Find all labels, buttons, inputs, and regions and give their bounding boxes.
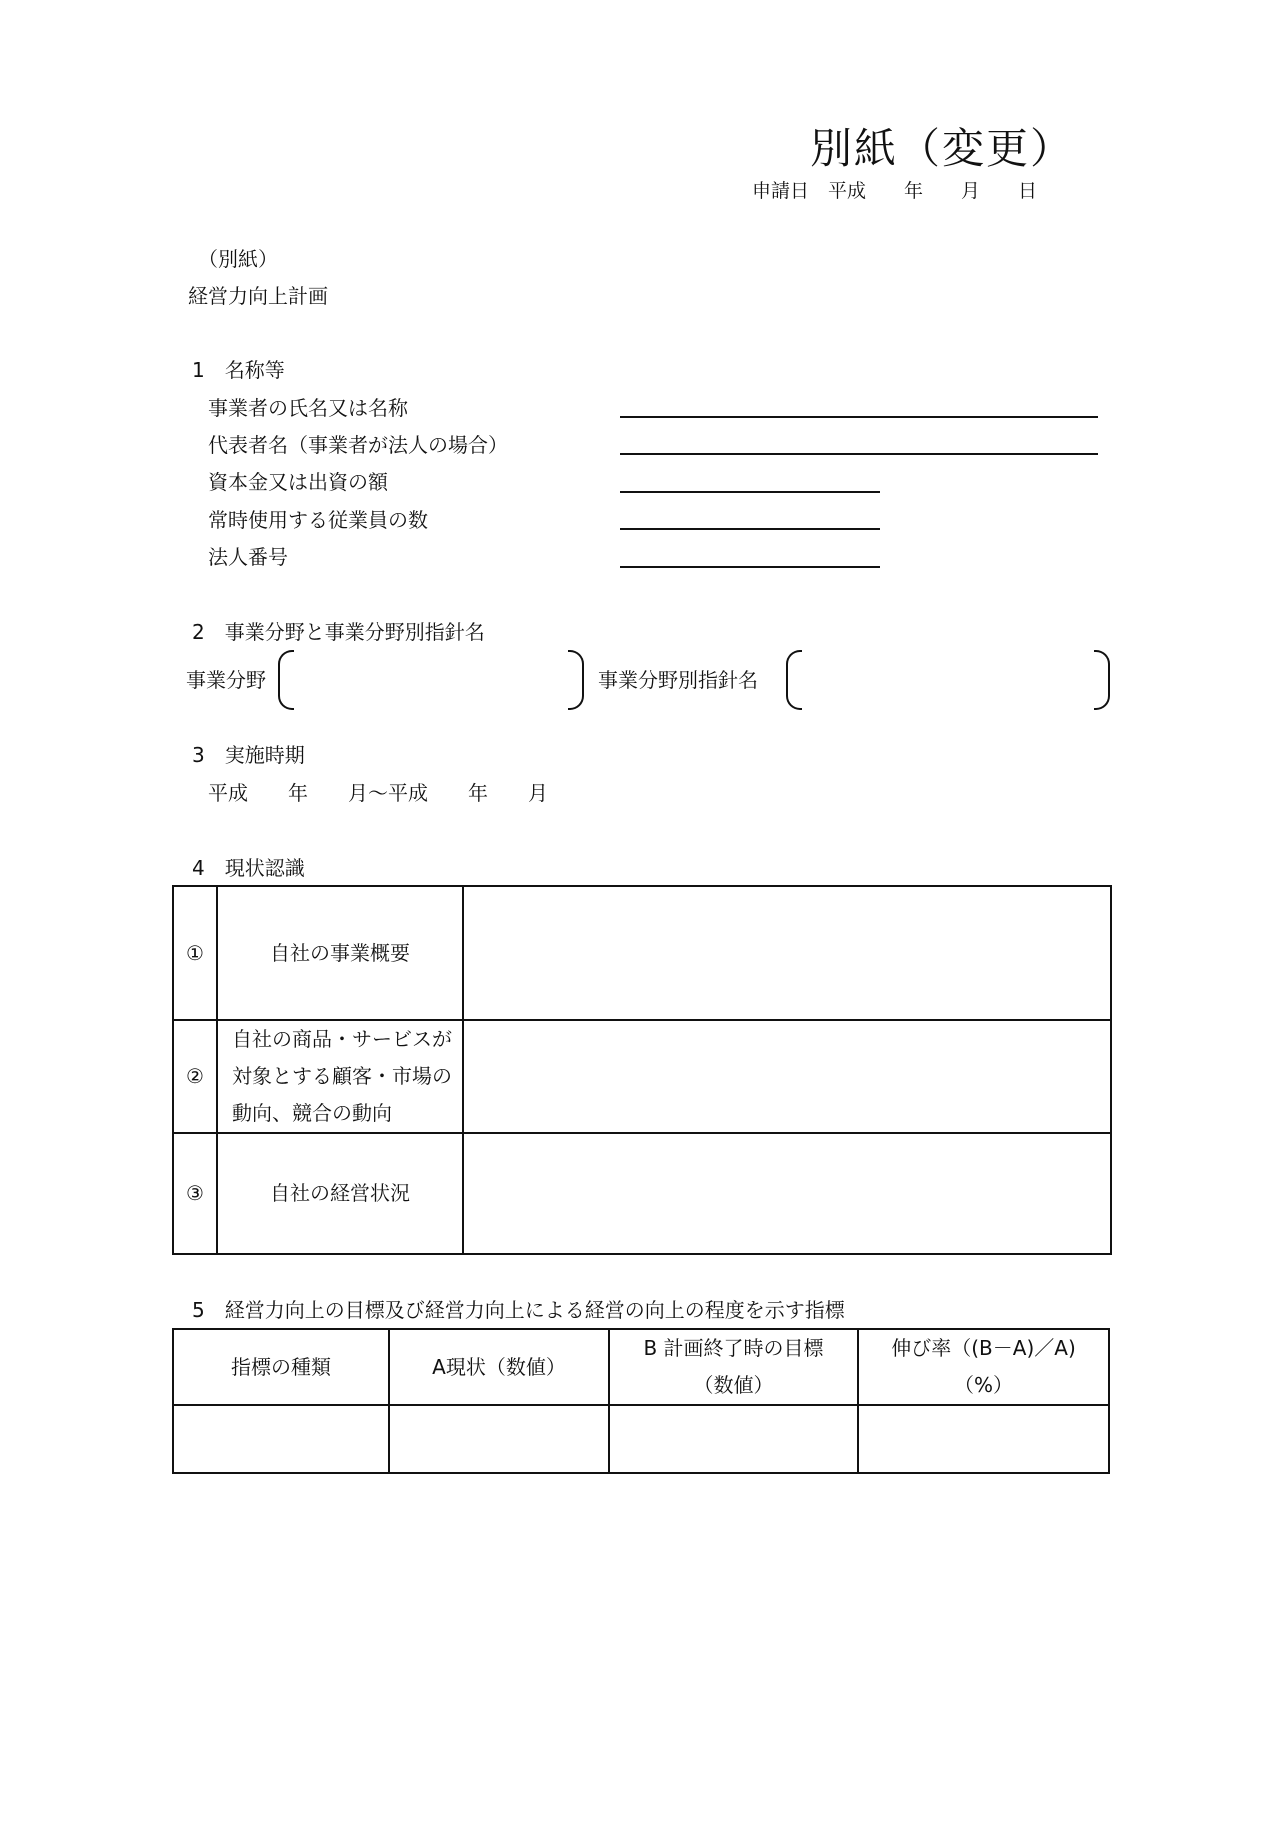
row-label: 自社の経営状況 (217, 1133, 463, 1254)
indicator-table (172, 1328, 1110, 1474)
table-row (173, 1405, 1109, 1473)
plan-title: 経営力向上計画 (188, 284, 328, 308)
business-field-open-bracket (278, 650, 294, 710)
table-row (173, 886, 1111, 1020)
field-capital-label: 資本金又は出資の額 (208, 470, 388, 494)
section-2-heading: 2 事業分野と事業分野別指針名 (192, 620, 485, 644)
growth-rate-cell[interactable] (858, 1405, 1109, 1473)
attachment-label: （別紙） (198, 247, 278, 271)
field-business-name-line[interactable] (620, 416, 1098, 418)
field-representative-line[interactable] (620, 453, 1098, 455)
row-label: 自社の事業概要 (217, 886, 463, 1020)
field-employees-line[interactable] (620, 528, 880, 530)
section-5-heading: 5 経営力向上の目標及び経営力向上による経営の向上の程度を示す指標 (192, 1298, 845, 1322)
field-business-name-label: 事業者の氏名又は名称 (208, 396, 408, 420)
implementation-period: 平成 年 月～平成 年 月 (208, 781, 548, 805)
application-date: 申請日 平成 年 月 日 (752, 180, 1038, 202)
guideline-name-label: 事業分野別指針名 (598, 668, 758, 692)
table-row (173, 1020, 1111, 1133)
row-value-cell[interactable] (463, 1020, 1111, 1133)
business-field-input[interactable] (296, 650, 568, 710)
target-value-cell[interactable] (609, 1405, 858, 1473)
guideline-name-input[interactable] (804, 650, 1094, 710)
business-field-label: 事業分野 (186, 668, 266, 692)
table-header-row (173, 1329, 1109, 1405)
row-value-cell[interactable] (463, 1133, 1111, 1254)
row-number: ③ (173, 1133, 217, 1254)
field-representative-label: 代表者名（事業者が法人の場合） (208, 433, 508, 457)
section-1-heading: 1 名称等 (192, 358, 285, 382)
current-status-table (172, 885, 1112, 1255)
column-header: A現状（数値） (389, 1329, 609, 1405)
indicator-type-cell[interactable] (173, 1405, 389, 1473)
guideline-close-bracket (1094, 650, 1110, 710)
column-header: B 計画終了時の目標（数値） (609, 1329, 858, 1405)
row-number: ② (173, 1020, 217, 1133)
field-employees-label: 常時使用する従業員の数 (208, 508, 428, 532)
field-capital-line[interactable] (620, 491, 880, 493)
current-value-cell[interactable] (389, 1405, 609, 1473)
section-4-heading: 4 現状認識 (192, 856, 305, 880)
row-number: ① (173, 886, 217, 1020)
row-label: 自社の商品・サービスが対象とする顧客・市場の動向、競合の動向 (217, 1020, 463, 1133)
business-field-close-bracket (568, 650, 584, 710)
field-corporate-number-label: 法人番号 (208, 545, 288, 569)
document-title: 別紙（変更） (810, 124, 1075, 173)
column-header: 伸び率（(B－A)／A)（%） (858, 1329, 1109, 1405)
field-corporate-number-line[interactable] (620, 566, 880, 568)
table-row (173, 1133, 1111, 1254)
guideline-open-bracket (786, 650, 802, 710)
section-3-heading: 3 実施時期 (192, 743, 305, 767)
row-value-cell[interactable] (463, 886, 1111, 1020)
column-header: 指標の種類 (173, 1329, 389, 1405)
